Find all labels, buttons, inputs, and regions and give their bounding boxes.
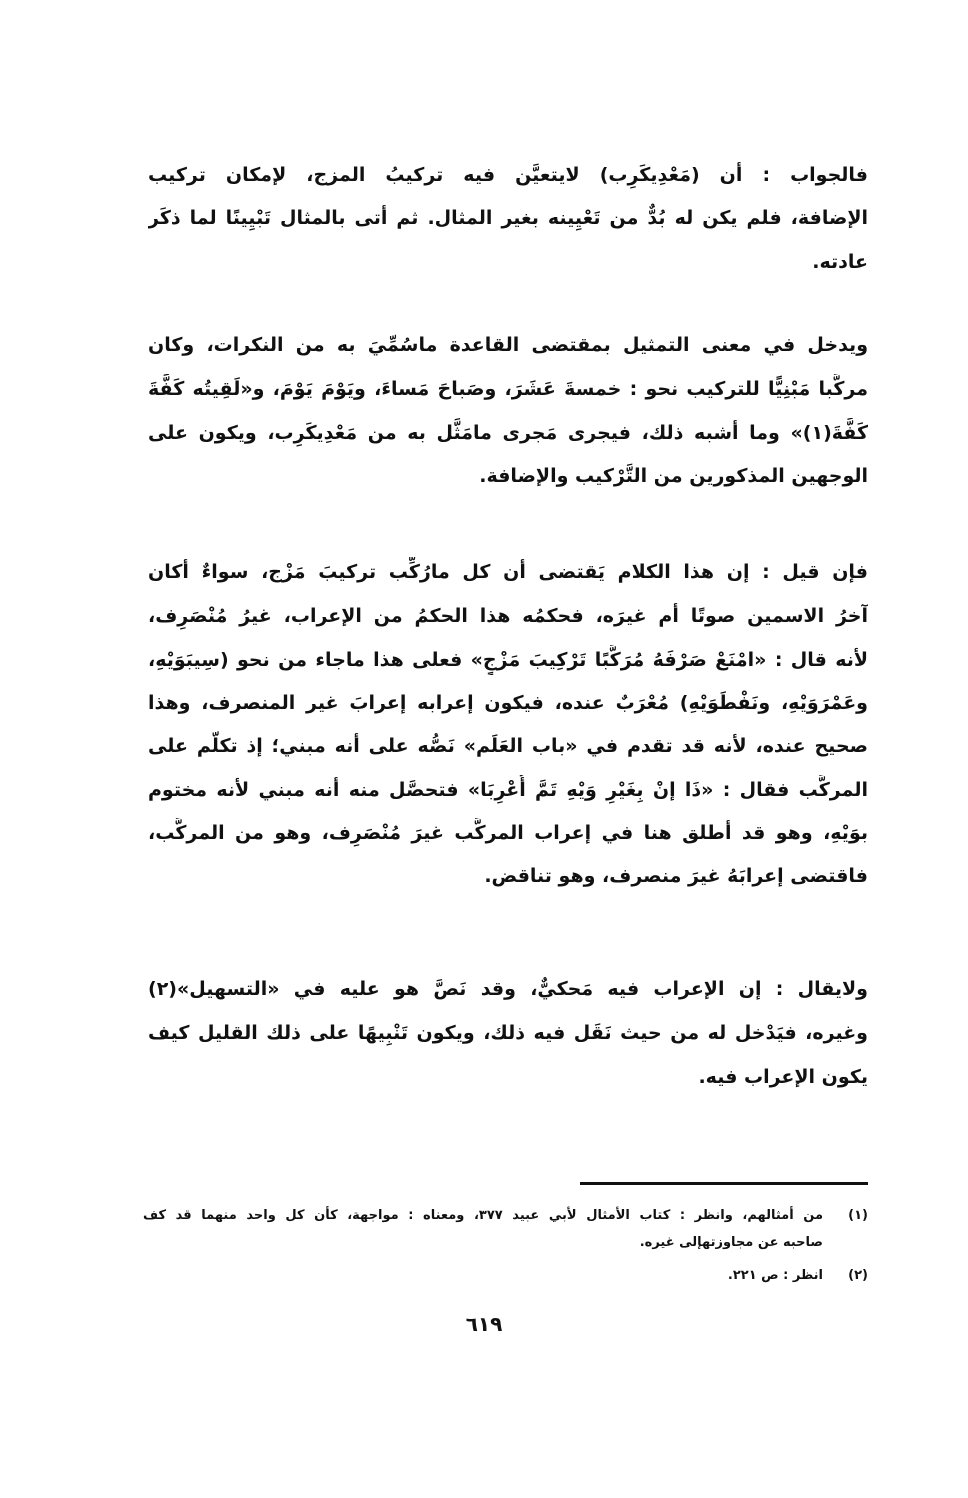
text-line: بوَيْهِ، وهو قد أطلق هنا في إعراب المركَّب غيرَ مُنْصَرِف، وهو من المركَّب،	[148, 822, 868, 844]
text-line: كَفَّةَ(١)» وما أشبه ذلك، فيجرى مَجرى مامَثَّل به من مَعْدِيكَرِب، ويكون على	[148, 422, 868, 444]
text-line: صحيح عنده، لأنه قد تقدم في «باب العَلَم» نَصُّه على أنه مبني؛ إذ تكلَّم على	[148, 735, 868, 757]
footnote-line: انظر : ص ٢٢١.	[727, 1268, 823, 1283]
text-line: مركَّبا مَبْنِيًّا للتركيب نحو : خمسةَ عَشَرَ، وصَباحَ مَساءَ، ويَوْمَ يَوْمَ، و«لَقِيتُه كَفَّةَ	[148, 378, 868, 400]
text-line: الإضافة، فلم يكن له بُدٌّ من تَعْيِينه بغير المثال. ثم أتى بالمثال تَبْيِينًا لما ذكَر	[148, 207, 868, 229]
text-line: ويدخل في معنى التمثيل بمقتضى القاعدة ماسُمِّيَ به من النكرات، وكان	[148, 334, 868, 356]
footnote-1	[138, 1205, 868, 1255]
text-line: عادته.	[812, 251, 868, 273]
footnote-divider	[580, 1182, 868, 1185]
text-line: الوجهين المذكورين من التَّرْكيب والإضافة.	[479, 465, 868, 487]
text-line: ولايقال : إن الإعراب فيه مَحكيٌّ، وقد نَصَّ هو عليه في «التسهيل»(٢)	[148, 978, 868, 1000]
footnote-line: صاحبه عن مجاوزتهإلى غيره.	[639, 1235, 823, 1250]
text-line: لأنه قال : «امْنَعْ صَرْفَهُ مُرَكَّبًا تَرْكِيبَ مَزْجٍ» فعلى هذا ماجاء من نحو (سِيبَوَيْهِ،	[148, 649, 868, 671]
text-line: وعَمْرَوَيْهِ، ونَفْطَوَيْهِ) مُعْرَبٌ عنده، فيكون إعرابه إعرابَ غير المنصرف، وهذا	[148, 692, 868, 714]
text-line: يكون الإعراب فيه.	[698, 1066, 868, 1088]
footnote-line: من أمثالهم، وانظر : كتاب الأمثال لأبي عبيد ٣٧٧، ومعناه : مواجهة، كأن كل واحد منهما قد كف	[143, 1208, 824, 1223]
footnote-number: (٢)	[848, 1268, 868, 1283]
footnote-number: (١)	[848, 1208, 868, 1223]
text-line: فالجواب : أن (مَعْدِيكَرِب) لايتعيَّن فيه تركيبُ المزج، لإمكان تركيب	[148, 164, 868, 186]
text-line: فاقتضى إعرابَهُ غيرَ منصرف، وهو تناقض.	[484, 865, 868, 887]
footnote-2	[138, 1265, 868, 1289]
text-line: وغيره، فيَدْخل له من حيث نَقَل فيه ذلك، ويكون تَنْبِيهًا على ذلك القليل كيف	[148, 1022, 868, 1044]
text-line: فإن قيل : إن هذا الكلام يَقتضى أن كل مارُكِّب تركيبَ مَزْج، سواءٌ أكان	[148, 561, 868, 583]
text-line: آخرُ الاسمين صوتًا أم غيرَه، فحكمُه هذا الحكمُ من الإعراب، غيرُ مُنْصَرِف،	[148, 605, 868, 627]
page-number: ٦١٩	[465, 1312, 503, 1336]
text-line: المركَّب فقال : «ذَا إنْ بِغَيْرِ وَيْهِ تَمَّ أُعْرِبَا» فتحصَّل منه أنه مبني لأنه مختوم	[148, 779, 868, 801]
